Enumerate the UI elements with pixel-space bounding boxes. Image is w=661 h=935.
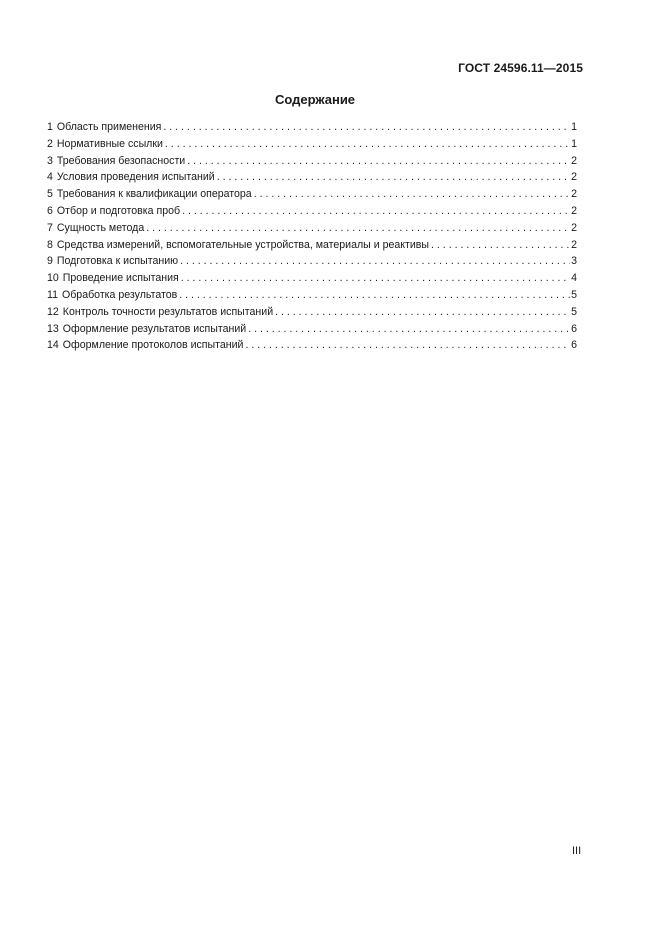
- toc-item-number: 10: [47, 272, 59, 285]
- toc-item-title: Подготовка к испытанию: [56, 255, 179, 268]
- toc-item-title: Требования к квалификации оператора: [56, 188, 252, 201]
- toc-item-number: 5: [47, 188, 53, 201]
- toc-item-title: Средства измерений, вспомогательные устройства, материалы и реактивы: [56, 238, 430, 251]
- toc-item-page: 2: [571, 188, 577, 201]
- toc-item-page: 6: [571, 322, 577, 335]
- toc-leader-dots: [146, 220, 570, 237]
- toc-item-page: 2: [571, 204, 577, 217]
- toc-leader-dots: [187, 153, 570, 170]
- toc-leader-dots: [275, 304, 570, 321]
- page-number: III: [572, 845, 582, 857]
- toc-item[interactable]: [47, 169, 577, 186]
- toc-leader-dots: [180, 253, 570, 270]
- toc-item-title: Отбор и подготовка проб: [56, 204, 181, 217]
- toc-item-number: 14: [47, 339, 59, 352]
- toc-item-page: 1: [571, 137, 577, 150]
- toc-item-title: Область применения: [56, 121, 162, 133]
- toc-item[interactable]: [47, 304, 577, 321]
- toc-item-title: Требования безопасности: [56, 154, 186, 167]
- toc-leader-dots: [431, 237, 570, 254]
- toc-list: [47, 119, 577, 354]
- toc-item[interactable]: [47, 220, 577, 237]
- toc-item[interactable]: [47, 321, 577, 338]
- toc-item[interactable]: [47, 237, 577, 254]
- toc-item-page: 4: [571, 272, 577, 285]
- toc-item-page: 5: [571, 305, 577, 318]
- toc-leader-dots: [163, 119, 570, 136]
- toc-item-number: 8: [47, 238, 53, 251]
- toc-item-number: 1: [47, 121, 53, 133]
- toc-item-number: 4: [47, 171, 53, 184]
- toc-item-number: 3: [47, 154, 53, 167]
- toc-item-number: 2: [47, 137, 53, 150]
- toc-item[interactable]: [47, 203, 577, 220]
- toc-leader-dots: [179, 287, 570, 304]
- toc-item-title: Сущность метода: [56, 221, 145, 234]
- toc-item-page: 2: [571, 154, 577, 167]
- toc-item-number: 9: [47, 255, 53, 268]
- toc-leader-dots: [248, 321, 570, 338]
- toc-item-number: 13: [47, 322, 59, 335]
- toc-item[interactable]: [47, 186, 577, 203]
- toc-item[interactable]: [47, 337, 577, 354]
- toc-leader-dots: [165, 136, 570, 153]
- toc-item-title: Условия проведения испытаний: [56, 171, 215, 184]
- toc-item-page: 2: [571, 221, 577, 234]
- toc-item-title: Проведение испытания: [62, 272, 179, 285]
- toc-item-page: 5: [571, 288, 577, 301]
- toc-leader-dots: [254, 186, 570, 203]
- toc-item-number: 6: [47, 204, 53, 217]
- toc-leader-dots: [217, 169, 570, 186]
- toc-leader-dots: [245, 337, 570, 354]
- toc-item-title: Оформление протоколов испытаний: [62, 339, 244, 352]
- toc-item-title: Обработка результатов: [62, 288, 178, 301]
- toc-item-page: 2: [571, 171, 577, 184]
- toc-item-number: 11: [47, 288, 58, 301]
- toc-item-title: Нормативные ссылки: [56, 137, 163, 150]
- toc-item-page: 6: [571, 339, 577, 352]
- toc-item[interactable]: [47, 270, 577, 287]
- toc-title: Содержание: [274, 92, 356, 107]
- toc-item-number: 7: [47, 221, 53, 234]
- toc-item-title: Контроль точности результатов испытаний: [62, 305, 274, 318]
- toc-leader-dots: [182, 203, 570, 220]
- toc-item-page: 2: [571, 238, 577, 251]
- toc-item[interactable]: [47, 119, 577, 136]
- toc-item[interactable]: [47, 153, 577, 170]
- toc-item-page: 1: [571, 121, 577, 133]
- toc-item-page: 3: [571, 255, 577, 268]
- toc-item[interactable]: [47, 287, 577, 304]
- toc-item-number: 12: [47, 305, 59, 318]
- toc-leader-dots: [181, 270, 570, 287]
- document-code: ГОСТ 24596.11—2015: [458, 61, 583, 75]
- toc-item[interactable]: [47, 136, 577, 153]
- toc-item[interactable]: [47, 253, 577, 270]
- toc-item-title: Оформление результатов испытаний: [62, 322, 247, 335]
